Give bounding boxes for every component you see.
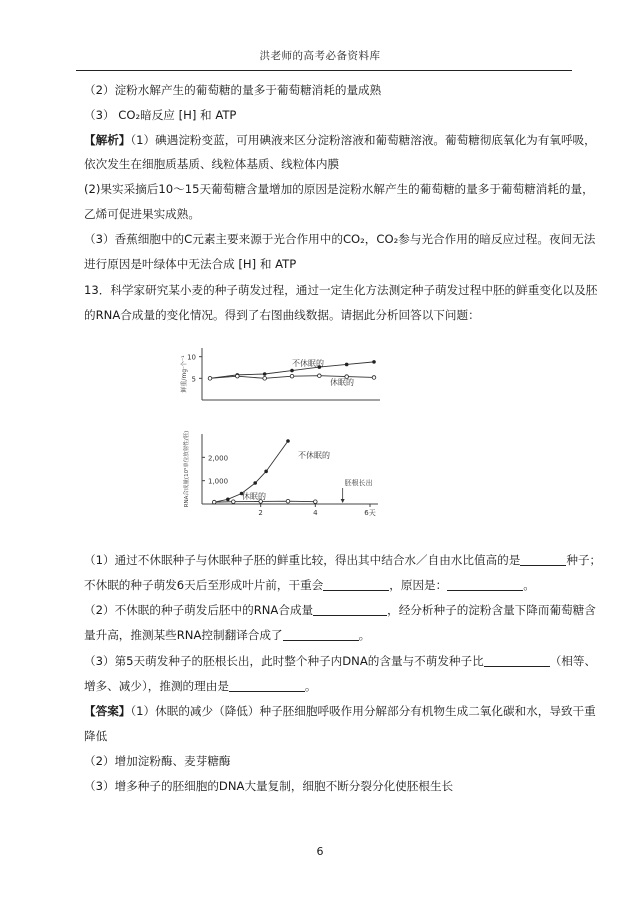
answer-line (84, 703, 596, 719)
q3-blank-2[interactable] (229, 679, 305, 692)
analysis-line (84, 132, 596, 148)
q2-text: （2）不休眠的种子萌发后胚中的RNA合成量 (84, 603, 314, 617)
data-point (372, 360, 376, 364)
question-1-line2 (84, 577, 535, 593)
data-point (286, 439, 290, 443)
q1-text: 。 (523, 578, 535, 592)
data-point (236, 374, 240, 378)
analysis-text: （1）碘遇淀粉变蓝，可用碘液来区分淀粉溶液和葡萄糖溶液。葡萄糖彻底氧化为有氧呼吸， (130, 133, 596, 147)
data-point (208, 377, 212, 381)
series-label: 不休眠的 (292, 359, 324, 368)
text-line: 的RNA合成量的变化情况。得到了右图曲线数据。请据此分析回答以下问题： (84, 308, 480, 322)
data-point (372, 376, 376, 380)
series-line (214, 501, 315, 502)
answer-tag: 【答案】 (84, 704, 131, 718)
question-3-line1 (84, 653, 596, 669)
page-header: 洪老师的高考必备资料库 (259, 50, 381, 62)
answer-line: （3）增多种子的胚细胞的DNA大量复制，细胞不断分裂分化使胚根生长 (84, 779, 454, 793)
text-line: 乙烯可促进果实成熟。 (84, 207, 200, 221)
q3-text: （3）第5天萌发种子的胚根长出，此时整个种子内DNA的含量与不萌发种子比 (84, 654, 484, 668)
q1-blank-3[interactable] (447, 578, 523, 591)
analysis-tag: 【解析】 (84, 133, 131, 147)
q1-blank-2[interactable] (323, 578, 389, 591)
text-line: （3）香蕉细胞中的C元素主要来源于光合作用中的CO₂，CO₂参与光合作用的暗反应过程。夜间无法 (84, 232, 596, 246)
answer-line: （2）增加淀粉酶、麦芽糖酶 (84, 754, 231, 768)
data-point (232, 500, 236, 504)
x-tick-label: 4 (313, 509, 318, 517)
q2-text: ，经分析种子的淀粉含量下降而葡萄糖含 (387, 603, 596, 617)
data-point (286, 499, 290, 503)
q1-text: 种子； (566, 553, 602, 567)
annotation-arrowhead (341, 499, 345, 503)
q3-text: （相等、 (549, 654, 597, 668)
question-3-line2 (84, 678, 317, 694)
header-rule (76, 70, 572, 71)
data-point (318, 374, 322, 378)
series-label: 休眠的 (330, 378, 354, 387)
data-point (263, 372, 267, 376)
germination-chart (180, 338, 390, 528)
data-point (290, 374, 294, 378)
x-tick-label: 6天 (364, 509, 376, 517)
answer-text: （1）休眠的减少（降低）种子胚细胞呼吸作用分解部分有机物生成二氧化碳和水，导致干重 (130, 704, 596, 718)
q2-blank-2[interactable] (283, 628, 359, 641)
q2-text: 。 (358, 628, 371, 642)
series-label: 休眠的 (242, 492, 266, 501)
text-line: 依次发生在细胞质基质、线粒体基质、线粒体内膜 (84, 157, 340, 171)
rna-synthesis-chart (182, 431, 378, 517)
data-point (263, 377, 267, 381)
data-point (290, 369, 294, 373)
data-point (253, 481, 257, 485)
data-point (345, 363, 349, 367)
y-tick-label: 5 (191, 375, 196, 384)
y-tick-label: 10 (187, 353, 196, 362)
text-line: （3） CO₂暗反应 [H] 和 ATP (84, 108, 237, 122)
q1-text: （1）通过不休眠种子与休眠种子胚的鲜重比较，得出其中结合水／自由水比值高的是 (84, 553, 521, 567)
y-axis-label: RNA合成量(10⁵单位放射性/胚) (184, 430, 190, 508)
data-point (226, 498, 230, 502)
q1-text: 不休眠的种子萌发6天后至形成叶片前，干重会 (84, 578, 324, 592)
q2-text: 量升高，推测某些RNA控制翻译合成了 (84, 628, 283, 642)
question-13-intro: 13．科学家研究某小麦的种子萌发过程，通过一定生化方法测定种子萌发过程中胚的鲜重变化以及胚 (84, 283, 598, 297)
data-point (212, 500, 216, 504)
fresh-weight-chart (180, 348, 380, 400)
y-axis-label: 鲜重/mg·个⁻¹ (181, 355, 188, 393)
question-1-line1 (84, 552, 601, 568)
y-tick-label: 1,000 (208, 477, 229, 486)
data-point (264, 470, 268, 474)
y-tick-label: 2,000 (208, 454, 229, 463)
q1-text: ，原因是： (389, 578, 448, 592)
text-line: 进行原因是叶绿体中无法合成 [H] 和 ATP (84, 257, 297, 271)
question-2-line2 (84, 627, 370, 643)
text-line: (2)果实采摘后10～15天葡萄糖含量增加的原因是淀粉水解产生的葡萄糖的量多于葡萄糖消耗的量， (84, 182, 594, 196)
series-label: 不休眠的 (298, 451, 330, 460)
page-number: 6 (316, 845, 324, 858)
q3-text: 增多、减少），推测的理由是 (84, 679, 229, 693)
q3-text: 。 (304, 679, 317, 693)
x-tick-label: 2 (258, 509, 263, 517)
q1-blank-1[interactable] (520, 553, 566, 566)
q2-blank-1[interactable] (313, 603, 387, 616)
question-2-line1 (84, 602, 596, 618)
answer-line: 降低 (84, 729, 108, 743)
annotation-label: 胚根长出 (344, 479, 373, 487)
text-line: （2）淀粉水解产生的葡萄糖的量多于葡萄糖消耗的量成熟 (84, 83, 382, 97)
data-point (314, 500, 318, 504)
q3-blank-1[interactable] (484, 654, 550, 667)
